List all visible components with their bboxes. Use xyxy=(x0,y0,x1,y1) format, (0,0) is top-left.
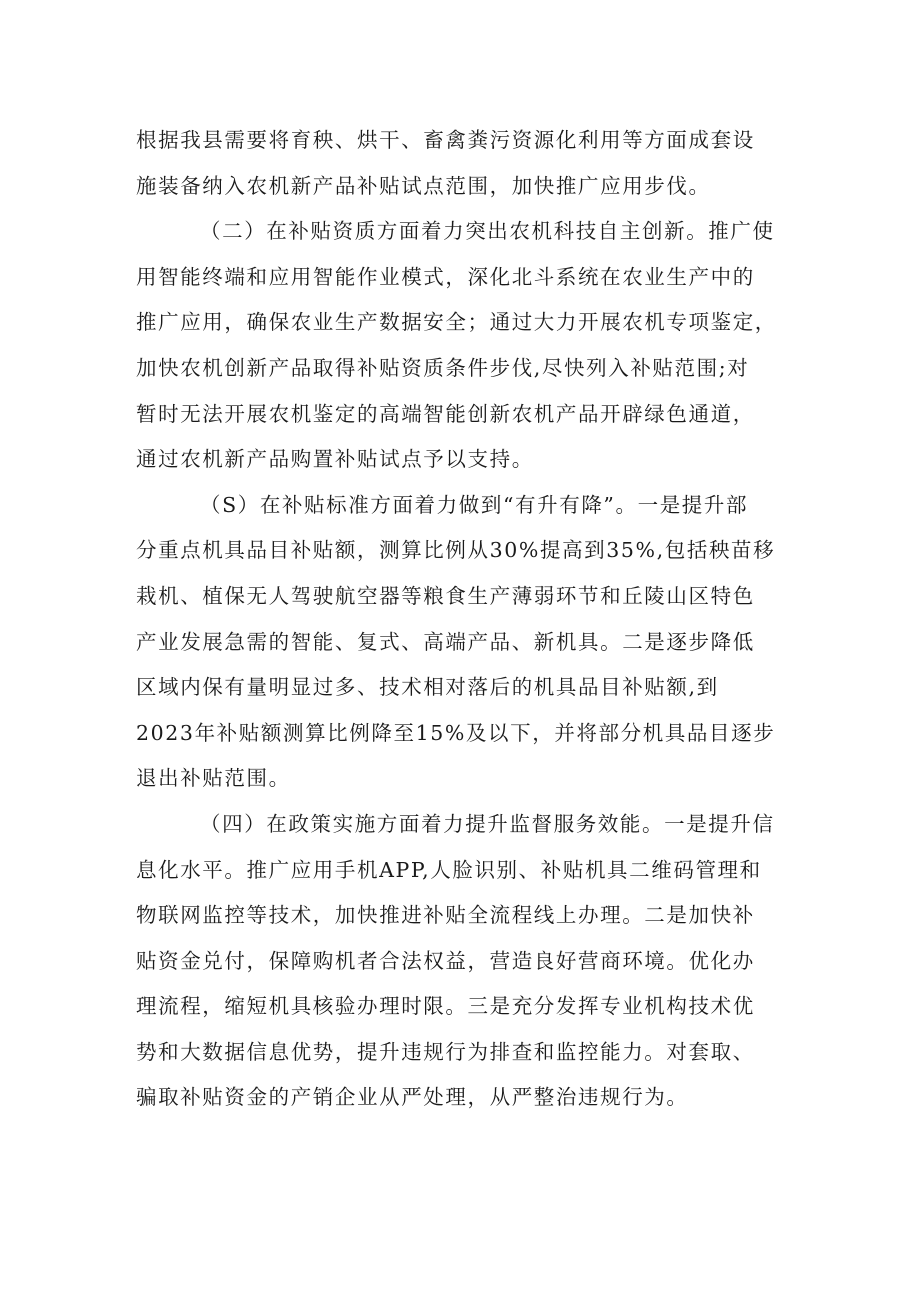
paragraph-2 xyxy=(136,209,788,483)
paragraph-line: 理流程，缩短机具核验办理时限。三是充分发挥专业机构技术优 xyxy=(136,994,755,1019)
paragraph-line xyxy=(136,209,788,255)
paragraph-line: 区域内保有量明显过多、技术相对落后的机具品目补贴额,到 xyxy=(136,675,719,700)
body-text xyxy=(136,118,788,1121)
paragraph-line xyxy=(136,802,788,848)
paragraph-1 xyxy=(136,118,788,209)
paragraph-line-text: （S）在补贴标准方面着力做到“有升有降”。一是提升部 xyxy=(200,492,749,517)
paragraph-line: 物联网监控等技术，加快推进补贴全流程线上办理。二是加快补 xyxy=(136,903,755,928)
paragraph-line: 施装备纳入农机新产品补贴试点范围，加快推广应用步伐。 xyxy=(136,173,711,198)
paragraph-line: 栽机、植保无人驾驶航空器等粮食生产薄弱环节和丘陵山区特色 xyxy=(136,583,755,608)
paragraph-line: 势和大数据信息优势，提升违规行为排查和监控能力。对套取、 xyxy=(136,1039,755,1064)
paragraph-line: 2023年补贴额测算比例降至15%及以下，并将部分机具品目逐步 xyxy=(136,720,776,745)
paragraph-line: 退出补贴范围。 xyxy=(136,766,291,791)
paragraph-3 xyxy=(136,483,788,802)
paragraph-line: 骗取补贴资金的产销企业从严处理，从严整治违规行为。 xyxy=(136,1085,689,1110)
paragraph-line: 产业发展急需的智能、复式、高端产品、新机具。二是逐步降低 xyxy=(136,629,755,654)
paragraph-line: 用智能终端和应用智能作业模式，深化北斗系统在农业生产中的 xyxy=(136,264,755,289)
paragraph-line: 分重点机具品目补贴额，测算比例从30%提高到35%,包括秧苗移 xyxy=(136,538,776,563)
paragraph-line: 贴资金兑付，保障购机者合法权益，营造良好营商环境。优化办 xyxy=(136,948,755,973)
paragraph-line-text: （二）在补贴资质方面着力突出农机科技自主创新。推广使 xyxy=(200,219,775,244)
paragraph-line-text: （四）在政策实施方面着力提升监督服务效能。一是提升信 xyxy=(200,811,775,836)
paragraph-4 xyxy=(136,802,788,1121)
paragraph-line: 通过农机新产品购置补贴试点予以支持。 xyxy=(136,447,534,472)
paragraph-line: 推广应用，确保农业生产数据安全；通过大力开展农机专项鉴定， xyxy=(136,310,777,335)
paragraph-line xyxy=(136,483,788,529)
paragraph-line: 加快农机创新产品取得补贴资质条件步伐,尽快列入补贴范围;对 xyxy=(136,355,750,380)
paragraph-line: 根据我县需要将育秧、烘干、畜禽粪污资源化利用等方面成套设 xyxy=(136,128,755,152)
paragraph-line: 息化水平。推广应用手机APP,人脸识别、补贴机具二维码管理和 xyxy=(136,857,762,882)
paragraph-line: 暂时无法开展农机鉴定的高端智能创新农机产品开辟绿色通道， xyxy=(136,401,755,426)
